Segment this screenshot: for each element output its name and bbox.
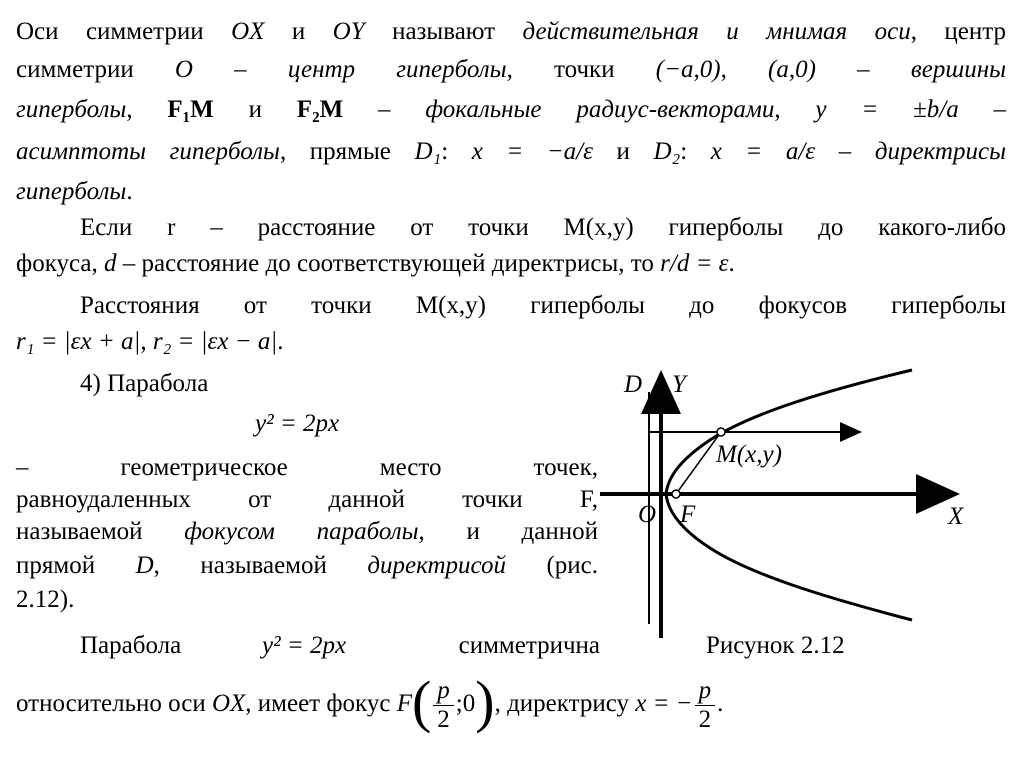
r2-formula: r₂ = |εx − a|	[152, 328, 278, 355]
figure-caption: Рисунок 2.12	[706, 632, 845, 659]
directrix-1-formula: x = −a/ε	[471, 138, 593, 165]
last-line: относительно оси OX, имеет фокус F( $\frac{p}{2}$ ;0), директрису x = − $\frac{p}{2}$ .	[16, 669, 724, 734]
label-D: D	[624, 371, 643, 398]
p2-line2: фокуса, d – расстояние до соответствующей директрисы, то r/d = ε.	[16, 250, 735, 277]
label-M: M(x,y)	[716, 441, 782, 468]
p2-line1: Если r – расстояние от точки M(x,y) гиперболы до какого-либо	[80, 214, 1006, 241]
sym-label: Парабола	[80, 632, 182, 659]
p1-line3: гиперболы, F₁M и F₂M – фокальные радиус-векторами, y = ±b/a –	[16, 96, 1007, 123]
desc-line4: прямой D, называемой директрисой (рис.	[16, 552, 599, 579]
p1-line4: асимптоты гиперболы, прямые D₁: x = −a/ε и D₂: x = a/ε – директрисы	[16, 138, 1007, 165]
asymptote-formula: y = ±b/a	[815, 96, 959, 123]
label-X: X	[948, 503, 964, 530]
label-O: O	[638, 501, 657, 528]
sym-word: симметрична	[458, 632, 600, 659]
section-heading: 4) Парабола	[80, 370, 209, 397]
label-F: F	[680, 501, 696, 528]
point-M	[717, 428, 725, 436]
p1-line1: Оси симметрии OX и OY называют действительная и мнимая оси, центр	[16, 18, 1006, 45]
directrix-2-formula: x = a/ε	[710, 138, 816, 165]
p1-line5: гиперболы.	[16, 178, 133, 205]
p3-line2: r₁ = |εx + a|, r₂ = |εx − a|.	[16, 328, 284, 355]
r1-formula: r₁ = |εx + a|	[16, 328, 141, 355]
sym-equation: y² = 2px	[262, 632, 347, 659]
desc-line5: 2.12).	[16, 586, 75, 613]
vertex-left: (−a,0)	[655, 56, 721, 83]
p3-line1: Расстояния от точки M(x,y) гиперболы до фокусов гиперболы	[80, 292, 1006, 319]
point-F	[672, 490, 680, 498]
label-Y: Y	[672, 371, 686, 398]
directrix-fraction: $\frac{p}{2}$	[695, 677, 716, 734]
parabola-equation: y² = 2px	[255, 410, 340, 437]
parabola-figure	[600, 362, 1000, 662]
desc-line3: называемой фокусом параболы, и данной	[16, 518, 598, 545]
desc-line1: – геометрическое место точек,	[16, 454, 598, 481]
desc-line2: равноудаленных от данной точки F,	[16, 486, 598, 513]
p1-line2: симметрии O – центр гиперболы, точки (−a,0), (a,0) – вершины	[16, 56, 1007, 83]
ratio-formula: r/d = ε	[660, 250, 729, 277]
focus-fraction: $\frac{p}{2}$	[433, 677, 454, 734]
vertex-right: (a,0)	[768, 56, 816, 83]
